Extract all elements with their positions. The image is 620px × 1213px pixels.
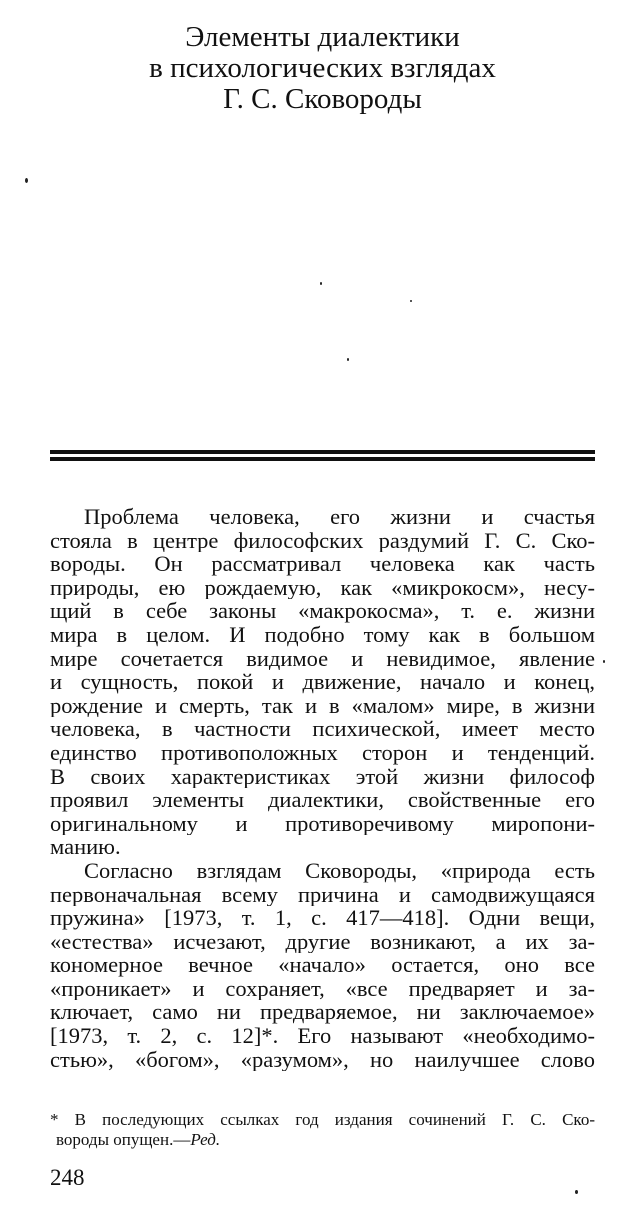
scan-speck: [410, 300, 412, 302]
text-line: [1973, т. 2, с. 12]*. Его называют «необходимо-: [50, 1024, 595, 1048]
text-line: Согласно взглядам Сковороды, «природа есть: [84, 858, 595, 883]
editor-note-ref: Ред.: [190, 1130, 221, 1149]
text-line: вороды. Он рассматривал человека как часть: [50, 552, 595, 576]
text-line: пружина» [1973, т. 1, с. 417—418]. Одни вещи,: [50, 906, 595, 930]
paragraph-2: [50, 859, 595, 1071]
text-line: природы, ею рождаемую, как «микрокосм», несу-: [50, 575, 595, 600]
text-line: человека, в частности психической, имеет место: [50, 717, 595, 741]
scan-speck: [320, 282, 322, 285]
title-line: в психологических взглядах: [149, 52, 496, 84]
text-line: стью», «богом», «разумом», но наилучшее слово: [50, 1047, 595, 1072]
text-line: В своих характеристиках этой жизни философ: [50, 764, 595, 789]
text-line: щий в себе законы «макрокосма», т. е. жизни: [50, 599, 595, 623]
footnote-line: [50, 1130, 595, 1150]
text-line: мире сочетается видимое и невидимое, явление: [50, 646, 595, 671]
scan-speck: [575, 1190, 578, 1194]
text-line: рождение и смерть, так и в «малом» мире, в жизни: [50, 693, 595, 718]
title-line: Элементы диалектики: [185, 21, 460, 53]
main-text: [50, 505, 595, 1071]
paragraph-1: [50, 505, 595, 859]
text-line: «естества» исчезают, другие возникают, а их за-: [50, 929, 595, 954]
text-line: мира в целом. И подобно тому как в большом: [50, 622, 595, 647]
footnote-line: * В последующих ссылках год издания сочинений Г. С. Ско-: [50, 1110, 595, 1129]
double-rule-divider: [50, 450, 595, 461]
footnote-text: вороды опущен.—: [56, 1130, 191, 1149]
text-line: «проникает» и сохраняет, «все предваряет и за-: [50, 976, 595, 1001]
text-line: стояла в центре философских раздумий Г. С. Ско-: [50, 528, 595, 553]
text-line: манию.: [50, 835, 121, 859]
chapter-title: [50, 22, 595, 115]
scan-speck: [347, 358, 349, 361]
text-line: первоначальная всему причина и самодвижущаяся: [50, 882, 595, 907]
text-line: кономерное вечное «начало» остается, оно все: [50, 953, 595, 977]
scan-speck: [603, 660, 605, 663]
text-line: и сущность, покой и движение, начало и конец,: [50, 670, 595, 694]
title-line: Г. С. Сковороды: [223, 83, 422, 115]
text-line: оригинальному и противоречивому миропони-: [50, 811, 595, 836]
footnote: [50, 1110, 595, 1150]
page-number: 248: [50, 1165, 85, 1190]
text-line: ключает, само ни предваряемое, ни заключаемое»: [50, 1000, 595, 1025]
text-line: проявил элементы диалектики, свойственные его: [50, 788, 595, 812]
text-line: единство противоположных сторон и тенденций.: [50, 740, 595, 765]
text-line: Проблема человека, его жизни и счастья: [84, 505, 595, 529]
scan-speck: [25, 178, 28, 183]
